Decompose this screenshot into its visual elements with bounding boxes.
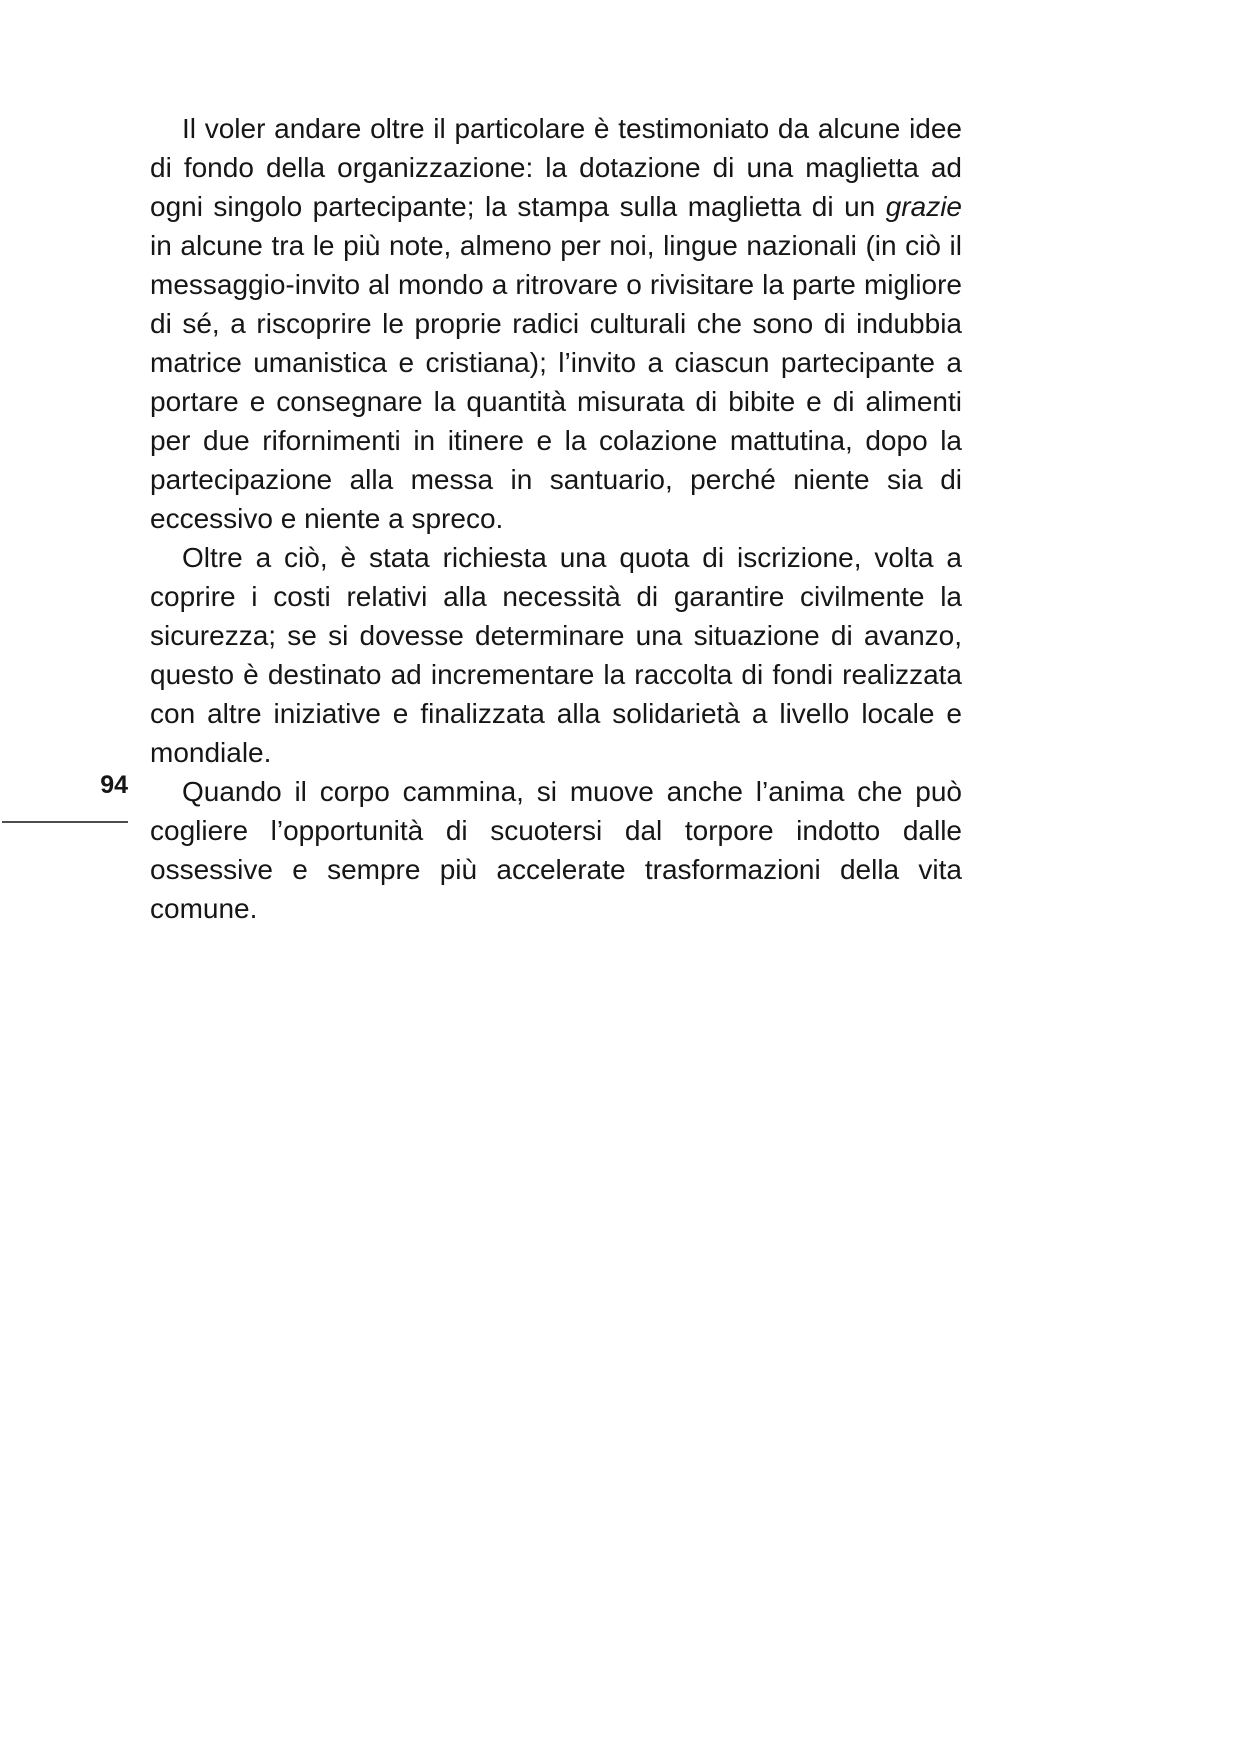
- paragraph-3: Quando il corpo cammina, si muove anche l’anima che può cogliere l’opportunità di scuotersi dal torpore indotto dalle ossessive e sempre più accelerate trasformazioni della vita comune.: [150, 776, 962, 924]
- paragraph-1-text-continued: in alcune tra le più note, almeno per noi, lingue nazionali (in ciò il messaggio-invito al mondo a ritrovare o rivisitare la parte migliore di sé, a riscoprire le proprie radici culturali che sono di indubbia matrice umanistica e cristiana); l’invito a ciascun partecipante a portare e consegnare la quantità misurata di bibite e di alimenti per due rifornimenti in itinere e la colazione mattutina, dopo la partecipazione alla messa in santuario, perché niente sia di eccessivo e niente a spreco.: [150, 230, 962, 534]
- page-number-block: [0, 772, 130, 798]
- page-number-rule: [2, 821, 128, 823]
- page-number: 94: [100, 771, 128, 799]
- paragraph-1-text: Il voler andare oltre il particolare è testimoniato da alcune idee di fondo della organizzazione: la dotazione di una maglietta ad ogni singolo partecipante; la stampa sulla maglietta di un: [150, 113, 962, 222]
- paragraph-1: [150, 109, 962, 538]
- paragraph-2: Oltre a ciò, è stata richiesta una quota di iscrizione, volta a coprire i costi relativi alla necessità di garantire civilmente la sicurezza; se si dovesse determinare una situazione di avanzo, questo è destinato ad incrementare la raccolta di fondi realizzata con altre iniziative e finalizzata alla solidarietà a livello locale e mondiale.: [150, 542, 962, 768]
- paragraph-1-italic-word: grazie: [885, 191, 962, 222]
- text-block: [150, 109, 962, 928]
